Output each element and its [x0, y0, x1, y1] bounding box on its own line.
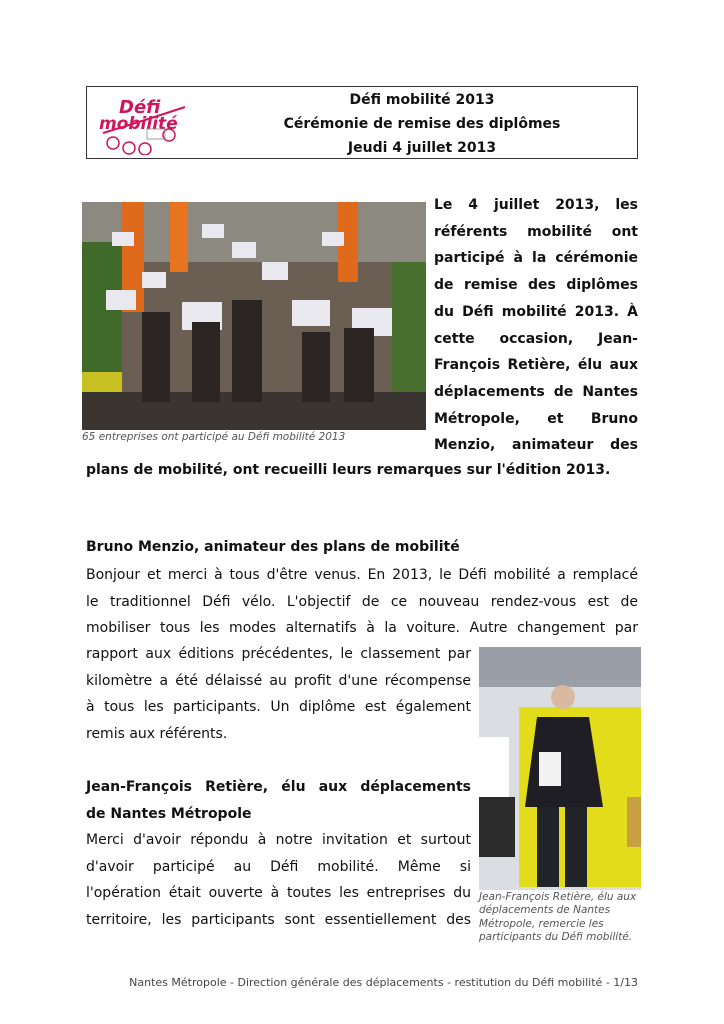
- speaker-photo: [479, 647, 641, 890]
- text-line: territoire, les participants sont essentiellement des: [86, 911, 471, 928]
- text-line: Merci d'avoir répondu à notre invitation et surtout: [86, 832, 471, 848]
- group-photo-caption: 65 entreprises ont participé au Défi mobilité 2013: [82, 431, 346, 443]
- heading-line: de Nantes Métropole: [86, 805, 252, 822]
- text-line: kilomètre a été délaissé au profit d'une récompense: [86, 672, 471, 689]
- text-line: l'opération était ouverte à toutes les entreprises du: [86, 885, 471, 901]
- header-subtitle: Cérémonie de remise des diplômes: [283, 116, 561, 132]
- text-line: rapport aux éditions précédentes, le classement par: [86, 646, 471, 662]
- text-line: d'avoir participé au Défi mobilité. Même si: [86, 858, 471, 875]
- section1-paragraph-full: [86, 562, 638, 642]
- intro-line: François Retière, élu aux: [434, 357, 638, 374]
- header-date: Jeudi 4 juillet 2013: [347, 140, 497, 156]
- heading-line: Jean-François Retière, élu aux déplacements: [86, 779, 471, 795]
- header-title: Défi mobilité 2013: [349, 92, 495, 108]
- section1-paragraph-narrow: [86, 641, 471, 747]
- intro-line: Menzio, animateur des: [434, 437, 638, 454]
- text-line: Bonjour et merci à tous d'être venus. En 2013, le Défi mobilité a remplacé: [86, 567, 638, 583]
- text-line: à tous les participants. Un diplôme est également: [86, 699, 471, 715]
- intro-line: référents mobilité ont: [434, 223, 638, 240]
- intro-line: Métropole, et Bruno: [434, 410, 638, 427]
- intro-line: Le 4 juillet 2013, les: [434, 197, 638, 213]
- text-line: mobiliser tous les modes alternatifs à la voiture. Autre changement par: [86, 620, 638, 636]
- intro-tail: plans de mobilité, ont recueilli leurs remarques sur l'édition 2013.: [86, 462, 611, 478]
- svg-text:mobilité: mobilité: [99, 114, 178, 134]
- intro-line: cette occasion, Jean-: [434, 330, 638, 347]
- intro-line: du Défi mobilité 2013. À: [434, 303, 638, 320]
- section2-heading: [86, 774, 471, 827]
- speaker-photo-caption: Jean-François Retière, élu aux déplacements de Nantes Métropole, remercie les participants du Défi mobilité.: [479, 891, 637, 943]
- section1-heading: Bruno Menzio, animateur des plans de mobilité: [86, 539, 460, 555]
- text-line: le traditionnel Défi vélo. L'objectif de ce nouveau rendez-vous est de: [86, 593, 638, 610]
- intro-line: déplacements de Nantes: [434, 383, 638, 400]
- header-box: [86, 86, 638, 159]
- intro-line: participé à la cérémonie: [434, 250, 638, 267]
- intro-paragraph: [434, 192, 638, 459]
- text-line: remis aux référents.: [86, 725, 228, 742]
- section2-paragraph: [86, 827, 471, 933]
- intro-line: de remise des diplômes: [434, 277, 638, 294]
- group-photo: [82, 202, 426, 430]
- defi-mobilite-logo: [97, 91, 189, 155]
- svg-text:Défi: Défi: [119, 97, 161, 118]
- page-footer: Nantes Métropole - Direction générale des déplacements - restitution du Défi mobilité - 1/13: [129, 976, 638, 989]
